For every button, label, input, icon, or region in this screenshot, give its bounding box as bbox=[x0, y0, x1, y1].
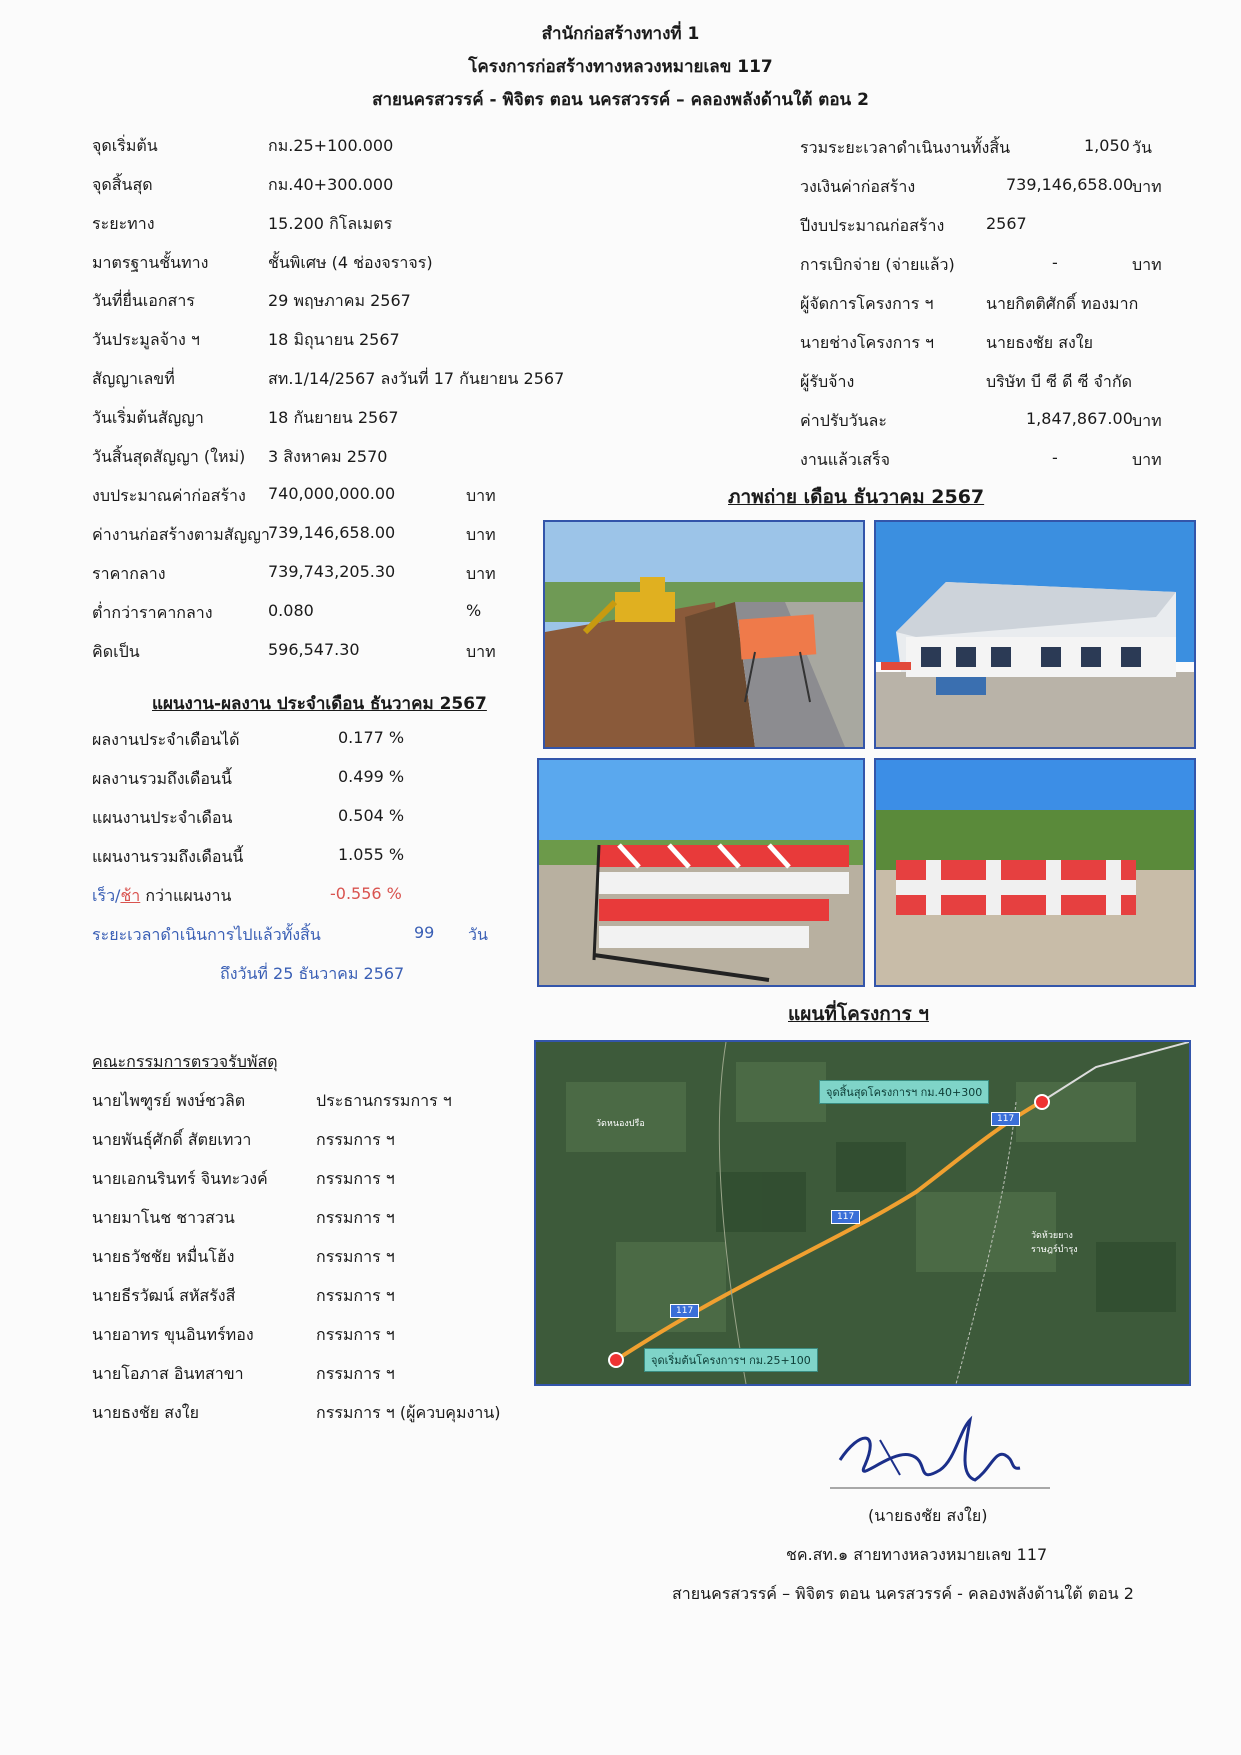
committee-title: คณะกรรมการตรวจรับพัสดุ bbox=[92, 1052, 278, 1071]
info-value: 1,847,867.00 bbox=[1026, 409, 1133, 428]
info-value: 15.200 กิโลเมตร bbox=[268, 214, 393, 233]
elapsed-unit: วัน bbox=[468, 925, 488, 944]
photos-title: ภาพถ่าย เดือน ธันวาคม 2567 bbox=[728, 486, 985, 508]
info-value: สท.1/14/2567 ลงวันที่ 17 กันยายน 2567 bbox=[268, 369, 565, 388]
member-role: กรรมการ ฯ bbox=[316, 1364, 395, 1383]
info-unit: บาท bbox=[466, 564, 496, 583]
signer-name: (นายธงชัย สงใย) bbox=[868, 1506, 988, 1525]
info-label: การเบิกจ่าย (จ่ายแล้ว) bbox=[800, 255, 955, 274]
end-point-pin-icon bbox=[1034, 1094, 1050, 1110]
member-role: กรรมการ ฯ bbox=[316, 1247, 395, 1266]
info-unit: บาท bbox=[1132, 177, 1162, 196]
progress-value: 0.499 % bbox=[338, 767, 405, 786]
info-label: มาตรฐานชั้นทาง bbox=[92, 253, 209, 272]
progress-label: แผนงานรวมถึงเดือนนี้ bbox=[92, 847, 244, 866]
poi-label: วัดหนองปรือ bbox=[596, 1119, 645, 1129]
member-name: นายโอภาส อินทสาขา bbox=[92, 1364, 244, 1383]
info-label: ปีงบประมาณก่อสร้าง bbox=[800, 216, 945, 235]
info-unit: บาท bbox=[1132, 411, 1162, 430]
info-value: 29 พฤษภาคม 2567 bbox=[268, 291, 411, 310]
ahead-behind-label bbox=[92, 884, 231, 909]
info-label: ผู้จัดการโครงการ ฯ bbox=[800, 294, 934, 313]
route-shield: 117 bbox=[670, 1304, 699, 1318]
info-label: วันประมูลจ้าง ฯ bbox=[92, 330, 200, 349]
slow-label: ช้า bbox=[120, 886, 141, 905]
info-value: 739,743,205.30 bbox=[268, 562, 396, 581]
elapsed-value: 99 bbox=[414, 923, 435, 942]
diff-value: -0.556 % bbox=[330, 884, 402, 903]
info-label: วันสิ้นสุดสัญญา (ใหม่) bbox=[92, 447, 246, 466]
info-label: ค่าปรับวันละ bbox=[800, 411, 887, 430]
info-label: คิดเป็น bbox=[92, 642, 140, 661]
start-point-pin-icon bbox=[608, 1352, 624, 1368]
signer-route: สายนครสวรรค์ – พิจิตร ตอน นครสวรรค์ - คลองพลังด้านใต้ ตอน 2 bbox=[672, 1584, 1134, 1603]
project-map bbox=[534, 1040, 1191, 1386]
member-name: นายพันธุ์ศักดิ์ สัตยเทวา bbox=[92, 1130, 252, 1149]
info-value: 740,000,000.00 bbox=[268, 484, 396, 503]
info-label: ราคากลาง bbox=[92, 564, 166, 583]
header-route: สายนครสวรรค์ - พิจิตร ตอน นครสวรรค์ – คลองพลังด้านใต้ ตอน 2 bbox=[372, 90, 869, 110]
info-value: บริษัท บี ซี ดี ซี จำกัด bbox=[986, 372, 1132, 391]
route-shield: 117 bbox=[831, 1210, 860, 1224]
elapsed-label: ระยะเวลาดำเนินการไปแล้วทั้งสิ้น bbox=[92, 925, 321, 944]
info-label: จุดสิ้นสุด bbox=[92, 175, 153, 194]
info-unit: บาท bbox=[466, 642, 496, 661]
info-label: สัญญาเลขที่ bbox=[92, 369, 175, 388]
info-value: 18 มิถุนายน 2567 bbox=[268, 330, 400, 349]
info-value: 739,146,658.00 bbox=[268, 523, 396, 542]
info-value: ชั้นพิเศษ (4 ช่องจราจร) bbox=[268, 253, 433, 272]
member-name: นายมาโนช ชาวสวน bbox=[92, 1208, 235, 1227]
progress-label: ผลงานประจำเดือนได้ bbox=[92, 730, 240, 749]
header-office: สำนักก่อสร้างทางที่ 1 bbox=[541, 24, 700, 44]
member-name: นายอาทร ขุนอินทร์ทอง bbox=[92, 1325, 254, 1344]
info-value: 18 กันยายน 2567 bbox=[268, 408, 399, 427]
member-name: นายธวัชชัย หมื่นโฮ้ง bbox=[92, 1247, 235, 1266]
progress-title: แผนงาน-ผลงาน ประจำเดือน ธันวาคม 2567 bbox=[152, 694, 487, 714]
info-value: นายธงชัย สงใย bbox=[986, 333, 1093, 352]
photo-excavation bbox=[543, 520, 865, 749]
info-label: งบประมาณค่าก่อสร้าง bbox=[92, 486, 246, 505]
signer-position: ชค.สท.๑ สายทางหลวงหมายเลข 117 bbox=[786, 1545, 1048, 1564]
progress-value: 0.177 % bbox=[338, 728, 405, 747]
info-value: 2567 bbox=[986, 214, 1027, 233]
photo-site-office bbox=[874, 520, 1196, 749]
info-value: นายกิตติศักดิ์ ทองมาก bbox=[986, 294, 1139, 313]
signature-mark bbox=[820, 1400, 1050, 1504]
info-value: 739,146,658.00 bbox=[1006, 175, 1134, 194]
map-title: แผนที่โครงการ ฯ bbox=[788, 1003, 929, 1025]
map-end-label: จุดสิ้นสุดโครงการฯ กม.40+300 bbox=[819, 1080, 989, 1104]
member-role: กรรมการ ฯ (ผู้ควบคุมงาน) bbox=[316, 1403, 501, 1422]
info-label: วันที่ยื่นเอกสาร bbox=[92, 291, 195, 310]
info-label: รวมระยะเวลาดำเนินงานทั้งสิ้น bbox=[800, 138, 1011, 157]
route-shield: 117 bbox=[991, 1112, 1020, 1126]
member-name: นายไพฑูรย์ พงษ์ชวลิต bbox=[92, 1091, 246, 1110]
vs-plan-label: กว่าแผนงาน bbox=[140, 886, 232, 905]
member-role: กรรมการ ฯ bbox=[316, 1286, 395, 1305]
info-label: ต่ำกว่าราคากลาง bbox=[92, 603, 213, 622]
info-label: ผู้รับจ้าง bbox=[800, 372, 855, 391]
info-value: 3 สิงหาคม 2570 bbox=[268, 447, 388, 466]
map-start-label: จุดเริ่มต้นโครงการฯ กม.25+100 bbox=[644, 1348, 818, 1372]
progress-value: 1.055 % bbox=[338, 845, 405, 864]
info-unit: วัน bbox=[1132, 138, 1152, 157]
info-label: วงเงินค่าก่อสร้าง bbox=[800, 177, 916, 196]
info-unit: % bbox=[466, 601, 482, 620]
photo-barrier-stands bbox=[537, 758, 865, 987]
info-label: วันเริ่มต้นสัญญา bbox=[92, 408, 204, 427]
as-of-date: ถึงวันที่ 25 ธันวาคม 2567 bbox=[220, 964, 405, 983]
member-role: ประธานกรรมการ ฯ bbox=[316, 1091, 452, 1110]
info-value: กม.25+100.000 bbox=[268, 136, 394, 155]
info-label: งานแล้วเสร็จ bbox=[800, 450, 891, 469]
progress-label: ผลงานรวมถึงเดือนนี้ bbox=[92, 769, 232, 788]
member-name: นายเอกนรินทร์ จินทะวงค์ bbox=[92, 1169, 268, 1188]
member-role: กรรมการ ฯ bbox=[316, 1208, 395, 1227]
progress-label: แผนงานประจำเดือน bbox=[92, 808, 233, 827]
header-project: โครงการก่อสร้างทางหลวงหมายเลข 117 bbox=[468, 57, 773, 77]
photo-concrete-barriers bbox=[874, 758, 1196, 987]
info-unit: บาท bbox=[1132, 255, 1162, 274]
member-name: นายธีรวัฒน์ สหัสรังสี bbox=[92, 1286, 236, 1305]
info-value: - bbox=[1052, 253, 1058, 272]
info-value: 1,050 bbox=[1084, 136, 1130, 155]
member-role: กรรมการ ฯ bbox=[316, 1169, 395, 1188]
member-name: นายธงชัย สงใย bbox=[92, 1403, 199, 1422]
info-value: กม.40+300.000 bbox=[268, 175, 394, 194]
info-label: จุดเริ่มต้น bbox=[92, 136, 158, 155]
info-label: ระยะทาง bbox=[92, 214, 155, 233]
progress-value: 0.504 % bbox=[338, 806, 405, 825]
member-role: กรรมการ ฯ bbox=[316, 1325, 395, 1344]
info-unit: บาท bbox=[466, 525, 496, 544]
fast-label: เร็ว/ bbox=[92, 886, 121, 905]
info-value: - bbox=[1052, 448, 1058, 467]
info-unit: บาท bbox=[466, 486, 496, 505]
info-label: นายช่างโครงการ ฯ bbox=[800, 333, 934, 352]
poi-label: วัดห้วยยาง ราษฎร์บำรุง bbox=[1031, 1231, 1078, 1255]
info-unit: บาท bbox=[1132, 450, 1162, 469]
member-role: กรรมการ ฯ bbox=[316, 1130, 395, 1149]
info-value: 0.080 bbox=[268, 601, 314, 620]
info-label: ค่างานก่อสร้างตามสัญญา bbox=[92, 525, 270, 544]
info-value: 596,547.30 bbox=[268, 640, 360, 659]
